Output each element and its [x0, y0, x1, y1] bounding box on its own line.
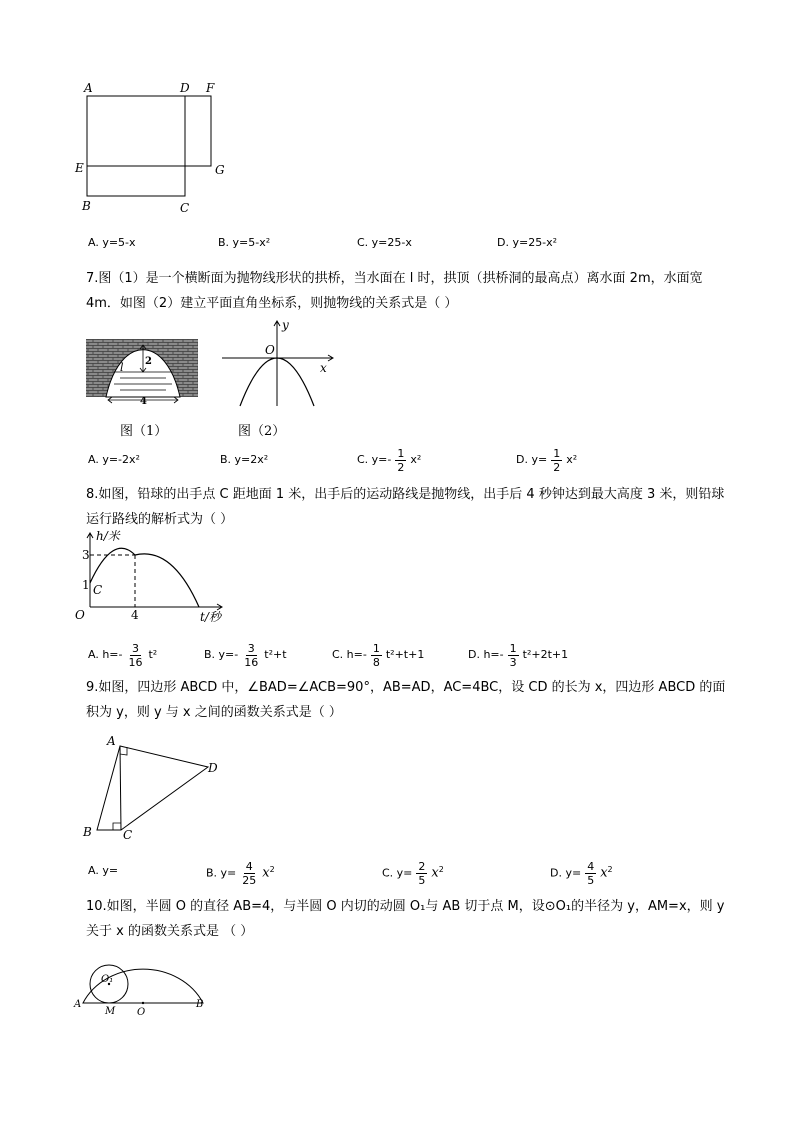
label-C: C [180, 201, 190, 215]
label-G: G [215, 163, 225, 177]
q9-option-b-prefix: B. y= [206, 866, 237, 880]
q8-option-d-suffix: t²+2t+1 [522, 648, 569, 661]
label-D: D [208, 761, 218, 775]
variable-x: x [431, 865, 439, 881]
label-4: 4 [131, 608, 139, 622]
label-A: A [84, 81, 93, 95]
q8-option-c-prefix: C. h=- [332, 648, 367, 661]
variable-x: x [600, 865, 608, 881]
fraction-numerator: 2 [418, 860, 426, 874]
fraction-denominator: 5 [587, 874, 595, 888]
q9-option-b[interactable] [206, 852, 275, 892]
q7-option-d[interactable] [516, 442, 577, 478]
q8-option-b-suffix: t²+t [264, 648, 287, 661]
q8-option-c-suffix: t²+t+1 [385, 648, 425, 661]
figure-arch-bridge [86, 336, 201, 410]
exponent-2: 2 [607, 865, 613, 874]
fraction-numerator: 1 [372, 641, 380, 655]
q7-stem: 7.图（1）是一个横断面为抛物线形状的拱桥，当水面在 l 时，拱顶（拱桥洞的最高点）离水面 2m，水面宽 4m．如图（2）建立平面直角坐标系，则抛物线的关系式是（ ） [86, 271, 703, 311]
figure-semicircle [72, 944, 222, 1020]
fraction-denominator: 16 [244, 655, 259, 669]
fraction-denominator: 16 [128, 655, 143, 669]
fraction-numerator: 4 [587, 860, 595, 874]
exponent-2: 2 [269, 865, 275, 874]
q7-option-b[interactable]: B. y=2x² [220, 453, 269, 466]
fraction-numerator: 4 [245, 860, 253, 874]
fraction [508, 642, 519, 669]
label-l: l [120, 361, 124, 374]
q8-option-c[interactable] [332, 637, 424, 673]
label-width-4: 4 [140, 396, 147, 407]
figure-parabola-axes [220, 318, 340, 410]
label-C-point: C [93, 583, 103, 597]
fraction-denominator: 5 [418, 874, 426, 888]
label-C: C [123, 828, 133, 842]
q6-option-a[interactable]: A. y=5-x [88, 236, 136, 249]
q7-option-a[interactable]: A. y=-2x² [88, 453, 140, 466]
fraction-denominator: 8 [372, 655, 380, 669]
label-B: B [82, 199, 91, 213]
fraction [126, 642, 144, 669]
q7-option-d-suffix: x² [566, 453, 578, 466]
q7-option-c-suffix: x² [410, 453, 422, 466]
fraction [551, 447, 562, 474]
fraction-denominator: 2 [397, 460, 405, 474]
label-M: M [105, 1006, 116, 1017]
q6-option-d[interactable]: D. y=25-x² [497, 236, 558, 249]
q6-option-c[interactable]: C. y=25-x [357, 236, 412, 249]
q8-stem: 8.如图，铅球的出手点 C 距地面 1 米，出手后的运动路线是抛物线，出手后 4 秒钟达到最大高度 3 米，则铅球运行路线的解析式为（ ） [86, 487, 725, 527]
label-D: D [180, 81, 190, 95]
fraction [240, 860, 258, 887]
fraction-numerator: 1 [397, 446, 405, 460]
label-origin: O [75, 608, 85, 622]
exponent-2: 2 [438, 865, 444, 874]
label-F: F [206, 81, 215, 95]
label-E: E [75, 161, 84, 175]
q6-option-b[interactable]: B. y=5-x² [218, 236, 271, 249]
label-O1: O₁ [101, 974, 114, 985]
label-3: 3 [82, 548, 90, 562]
variable-x: x [262, 865, 270, 881]
q7-option-d-prefix: D. y= [516, 453, 548, 466]
figure-rectangles [70, 78, 240, 218]
fraction-denominator: 3 [509, 655, 517, 669]
fraction-denominator: 2 [553, 460, 561, 474]
q10-stem: 10.如图，半圆 O 的直径 AB=4，与半圆 O 内切的动圆 O₁与 AB 切于点 M，设⊙O₁的半径为 y，AM=x，则 y 关于 x 的函数关系式是 （ ） [86, 899, 725, 939]
q9-option-c[interactable] [382, 852, 444, 892]
q9-option-d-prefix: D. y= [550, 866, 582, 880]
q8-option-d[interactable] [468, 637, 568, 673]
q8-option-b-prefix: B. y=- [204, 648, 239, 661]
figure-quadrilateral-abcd [80, 732, 230, 844]
label-h-axis: h/米 [96, 529, 120, 543]
q7-option-c[interactable] [357, 442, 421, 478]
label-t-axis: t/秒 [200, 610, 221, 624]
fraction-numerator: 1 [553, 446, 561, 460]
fraction [395, 447, 406, 474]
fraction-numerator: 3 [247, 641, 255, 655]
label-origin: O [265, 343, 275, 357]
label-x-axis: x [320, 361, 327, 375]
fraction-numerator: 1 [509, 641, 517, 655]
q8-option-a[interactable] [88, 637, 157, 673]
q7-option-c-prefix: C. y=- [357, 453, 392, 466]
label-B: B [196, 999, 204, 1010]
label-B: B [83, 825, 92, 839]
label-O: O [137, 1007, 146, 1018]
fraction [585, 860, 596, 887]
q9-option-a[interactable]: A. y= [88, 864, 119, 877]
q9-stem: 9.如图，四边形 ABCD 中，∠BAD=∠ACB=90°，AB=AD，AC=4BC，设 CD 的长为 x，四边形 ABCD 的面积为 y，则 y 与 x 之间的函数关系式是（ ） [86, 680, 726, 720]
q9-option-d[interactable] [550, 852, 613, 892]
fraction [371, 642, 382, 669]
label-y-axis: y [282, 318, 289, 332]
caption-figure-2: 图（2） [238, 424, 286, 439]
fraction-numerator: 3 [131, 641, 139, 655]
fraction [416, 860, 427, 887]
label-A: A [74, 999, 82, 1010]
label-1: 1 [82, 578, 90, 592]
fraction [242, 642, 260, 669]
caption-figure-1: 图（1） [120, 424, 168, 439]
label-height-2: 2 [145, 356, 152, 367]
figure-shot-put-trajectory [72, 528, 232, 626]
q8-option-b[interactable] [204, 637, 287, 673]
q8-option-a-suffix: t² [148, 648, 158, 661]
q8-option-a-prefix: A. h=- [88, 648, 123, 661]
q9-option-c-prefix: C. y= [382, 866, 413, 880]
label-A: A [107, 734, 116, 748]
q8-option-d-prefix: D. h=- [468, 648, 504, 661]
fraction-denominator: 25 [242, 874, 257, 888]
